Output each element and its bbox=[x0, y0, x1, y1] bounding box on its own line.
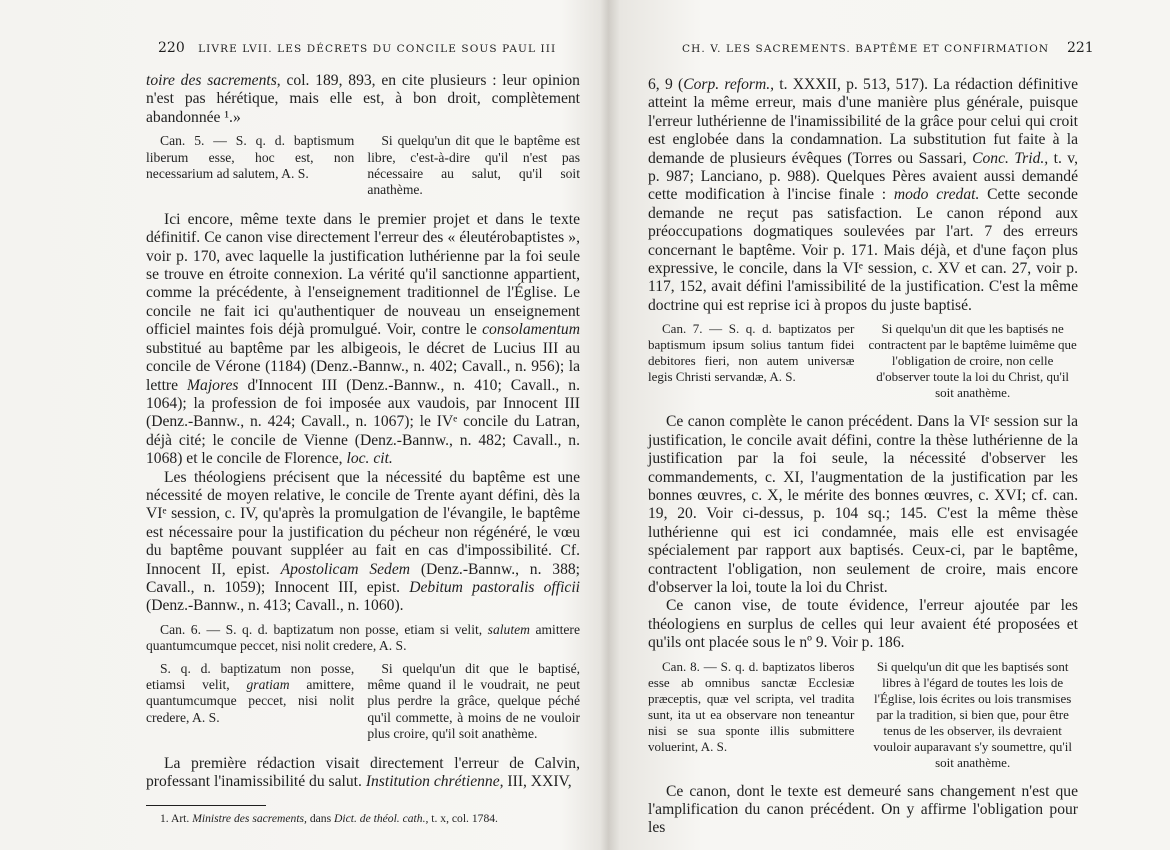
text-span: Conc. Trid., bbox=[972, 149, 1049, 167]
left-text-column bbox=[146, 72, 580, 826]
page-number-left: 220 bbox=[158, 40, 185, 56]
canon-8-latin: Can. 8. — S. q. d. baptizatos liberos esse ab omnibus sanctæ Ecclesiæ præceptis, quæ vel scripta, vel tradita sunt, ita ut ea observare non teneantur nisi se sua sponte illis submittere voluerint, A. S. bbox=[648, 658, 855, 754]
text-span: loc. cit. bbox=[346, 450, 393, 468]
running-head-right bbox=[682, 40, 1094, 56]
canon-5-french: Si quelqu'un dit que le baptême est libre, c'est-à-dire qu'il n'est pas nécessaire au salut, qu'il soit anathème. bbox=[367, 133, 580, 198]
text-span: Apostolicam Sedem bbox=[280, 560, 411, 578]
text-span: d'Innocent III (Denz.-Bannw., n. 410; Cavall., n. 1064); la profession de foi imposée aux vaudois, par Innocent III (Denz.-Bannw., n. 424; Cavall., n. 1067); le IVᵉ concile du Latran, déjà cité; le concile de Vienne (Denz.-Bannw., n. 482; Cavall., n. 1068) et le concile de Florence, bbox=[146, 376, 580, 468]
left-paragraph-1 bbox=[146, 211, 580, 469]
text-span: (Denz.-Bannw., n. 388; Cavall., n. 1059); Innocent III, epist. bbox=[146, 560, 580, 596]
footnote-separator bbox=[146, 805, 266, 806]
running-head-right-text: CH. V. LES SACREMENTS. BAPTÊME ET CONFIRMATION bbox=[682, 43, 1050, 55]
text-span: amittere, quantumcumque peccet, nisi nolit credere, A. S. bbox=[146, 677, 355, 725]
text-span: t. v, p. 987; Lanciano, p. 988). Quelques Pères avaient aussi demandé cette modification à l'incise finale : bbox=[648, 149, 1078, 204]
text-span: Institution chrétienne, bbox=[365, 773, 504, 791]
carryover-text: , col. 189, 893, en cite plusieurs : leur opinion n'est pas hérétique, mais elle est, à bon droit, complètement abandonnée ¹.» bbox=[146, 72, 580, 126]
text-span: amittere quantumcumque peccet, nisi nolit credere, A. S. bbox=[146, 621, 580, 654]
right-paragraph-4: Ce canon, dont le texte est demeuré sans changement n'est que l'amplification du canon précédent. On y affirme l'obligation pour les bbox=[648, 782, 1078, 837]
canon-5-latin: Can. 5. — S. q. d. baptismum liberum esse, hoc est, non necessarium ad salutem, A. S. bbox=[146, 133, 355, 182]
page-number-right: 221 bbox=[1066, 40, 1094, 56]
footnote-1 bbox=[160, 812, 580, 826]
text-span: Corp. reform., bbox=[683, 76, 775, 93]
text-span: gratiam bbox=[246, 677, 290, 692]
carryover-paragraph bbox=[146, 72, 580, 127]
text-span: modo credat. bbox=[893, 186, 980, 204]
right-paragraph-1 bbox=[648, 76, 1078, 315]
canon-6-final-latin bbox=[146, 661, 354, 743]
text-span: S. q. d. baptizatum non posse, etiamsi velit, bbox=[146, 660, 355, 692]
text-span: (Denz.-Bannw., n. 413; Cavall., n. 1060). bbox=[146, 597, 404, 615]
text-span: substitué au baptême par les albigeois, le décret de Lucius III au concile de Vérone (1184) (Denz.-Bannw., n. 402; Cavall., n. 956); la lettre bbox=[146, 339, 580, 394]
right-paragraph-2: Ce canon complète le canon précédent. Dans la VIᵉ session sur la justification, le concile avait défini, contre la thèse luthérienne de la justification par la foi seule, la nécessité d'observer les commandements, c. XI, l'augmentation de la justification par les bonnes œuvres, c. X, le mérite des bonnes œuvres, c. XVI; cf. can. 19, 20. Voir ci-dessus, p. 104 sq.; 145. C'est la même thèse luthérienne qui est ici condamnée, mais elle est envisagée spécialement par rapport aux baptisés. Ceux-ci, par le baptême, contractent l'obligation, non seulement de croire, mais encore d'observer la loi, toute la loi du Christ. bbox=[648, 413, 1078, 596]
text-span: consolamentum bbox=[482, 321, 580, 339]
text-span: Dict. de théol. cath., bbox=[334, 812, 429, 826]
text-span: salutem bbox=[487, 621, 530, 637]
canon-7-french: Si quelqu'un dit que les baptisés ne contractent par le baptême luimême que l'obligation de croire, non celle d'observer toute la loi du Christ, qu'il soit anathème. bbox=[868, 321, 1077, 401]
running-head-left-text: LIVRE LVII. LES DÉCRETS DU CONCILE SOUS PAUL III bbox=[198, 43, 557, 55]
text-span: Debitum pastoralis officii bbox=[409, 578, 580, 596]
right-page bbox=[604, 0, 1170, 850]
text-span: Ici encore, même texte dans le premier projet et dans le texte définitif. Ce canon vise directement l'erreur des « éleutérobaptistes », voir p. 170, avec laquelle la justification luthérienne par la foi seule se trouve en étroite connexion. La vérité qu'il sanctionne appartient, comme la précédente, à l'enseignement traditionnel de l'Église. Le concile ne fait ici qu'authentiquer de nouveau un enseignement officiel maintes fois déjà promulgué. Voir, contre le bbox=[146, 210, 580, 339]
text-span: Les théologiens précisent que la nécessité du baptême est une nécessité de moyen relative, le concile de Trente ayant défini, dès la VIᵉ session, c. IV, qu'après la promulgation de l'évangile, le baptême est nécessaire pour la justification du pécheur non régénéré, le vœu du baptême pouvant suppléer au fait en cas d'impossibilité. Cf. Innocent II, epist. bbox=[146, 468, 580, 578]
text-span: III, XXIV, bbox=[503, 773, 572, 791]
canon-6-final bbox=[146, 661, 580, 743]
carryover-italic: toire des sacrements bbox=[146, 72, 277, 89]
right-paragraph-3: Ce canon vise, de toute évidence, l'erreur ajoutée par les théologiens en surplus de celles qui leur avaient été proposées et qu'ils ont placée sous le nº 9. Voir p. 186. bbox=[648, 597, 1078, 652]
canon-5 bbox=[146, 133, 580, 199]
text-span: t. XXXII, p. 513, 517). La rédaction définitive atteint la même erreur, mais d'une manière plus générale, puisque l'erreur luthérienne de l'inamissibilité de la grâce pour celui qui croit est englobée dans la condamnation. La substitution fut faite à la demande de plusieurs évêques (Torres ou Sassari, bbox=[648, 76, 1079, 167]
canon-6 bbox=[146, 622, 580, 655]
text-span: t. x, col. 1784. bbox=[428, 812, 498, 826]
right-text-column bbox=[648, 76, 1078, 838]
text-span: dans bbox=[306, 812, 335, 826]
running-head-left bbox=[158, 40, 556, 56]
left-paragraph-3 bbox=[146, 755, 580, 792]
text-span: 1. Art. bbox=[160, 812, 193, 826]
text-span: Ministre des sacrements, bbox=[192, 812, 307, 826]
canon-7-latin: Can. 7. — S. q. d. baptizatos per baptismum ipsum solius tantum fidei debitores fieri, non autem universæ legis Christi servandæ, A. S. bbox=[648, 321, 855, 385]
left-paragraph-2 bbox=[146, 469, 580, 616]
canon-7 bbox=[648, 321, 1078, 401]
canon-6-final-french: Si quelqu'un dit que le baptisé, même quand il le voudrait, ne peut plus perdre la grâce, quelque péché qu'il commette, à moins de ne vouloir plus croire, qu'il soit anathème. bbox=[367, 660, 580, 742]
canon-8 bbox=[648, 659, 1078, 771]
text-span: 6, 9 ( bbox=[648, 76, 684, 93]
text-span: Majores bbox=[187, 376, 239, 394]
canon-8-french: Si quelqu'un dit que les baptisés sont libres à l'égard de toutes les lois de l'Église, lois écrites ou lois transmises par la tradition, si bien que, pour être tenus de les observer, ils devraient vouloir auparavant s'y soumettre, qu'il soit anathème. bbox=[873, 658, 1072, 770]
text-span: Can. 6. — S. q. d. baptizatum non posse, etiam si velit, bbox=[160, 621, 488, 637]
text-span: Cette seconde demande ne reçut pas satisfaction. Le canon répond aux préoccupations dogmatiques soulevées par l'art. 7 des erreurs concernant le baptême. Voir p. 171. Mais déjà, et d'une façon plus expressive, le concile, dans la VIᵉ session, c. XV et can. 27, voir p. 117, 152, avait défini l'amissibilité de la justification. C'est la même doctrine qui est reprise ici à propos du juste baptisé. bbox=[648, 186, 1078, 314]
text-span: La première rédaction visait directement l'erreur de Calvin, professant l'inamissibilité du salut. bbox=[146, 754, 580, 791]
